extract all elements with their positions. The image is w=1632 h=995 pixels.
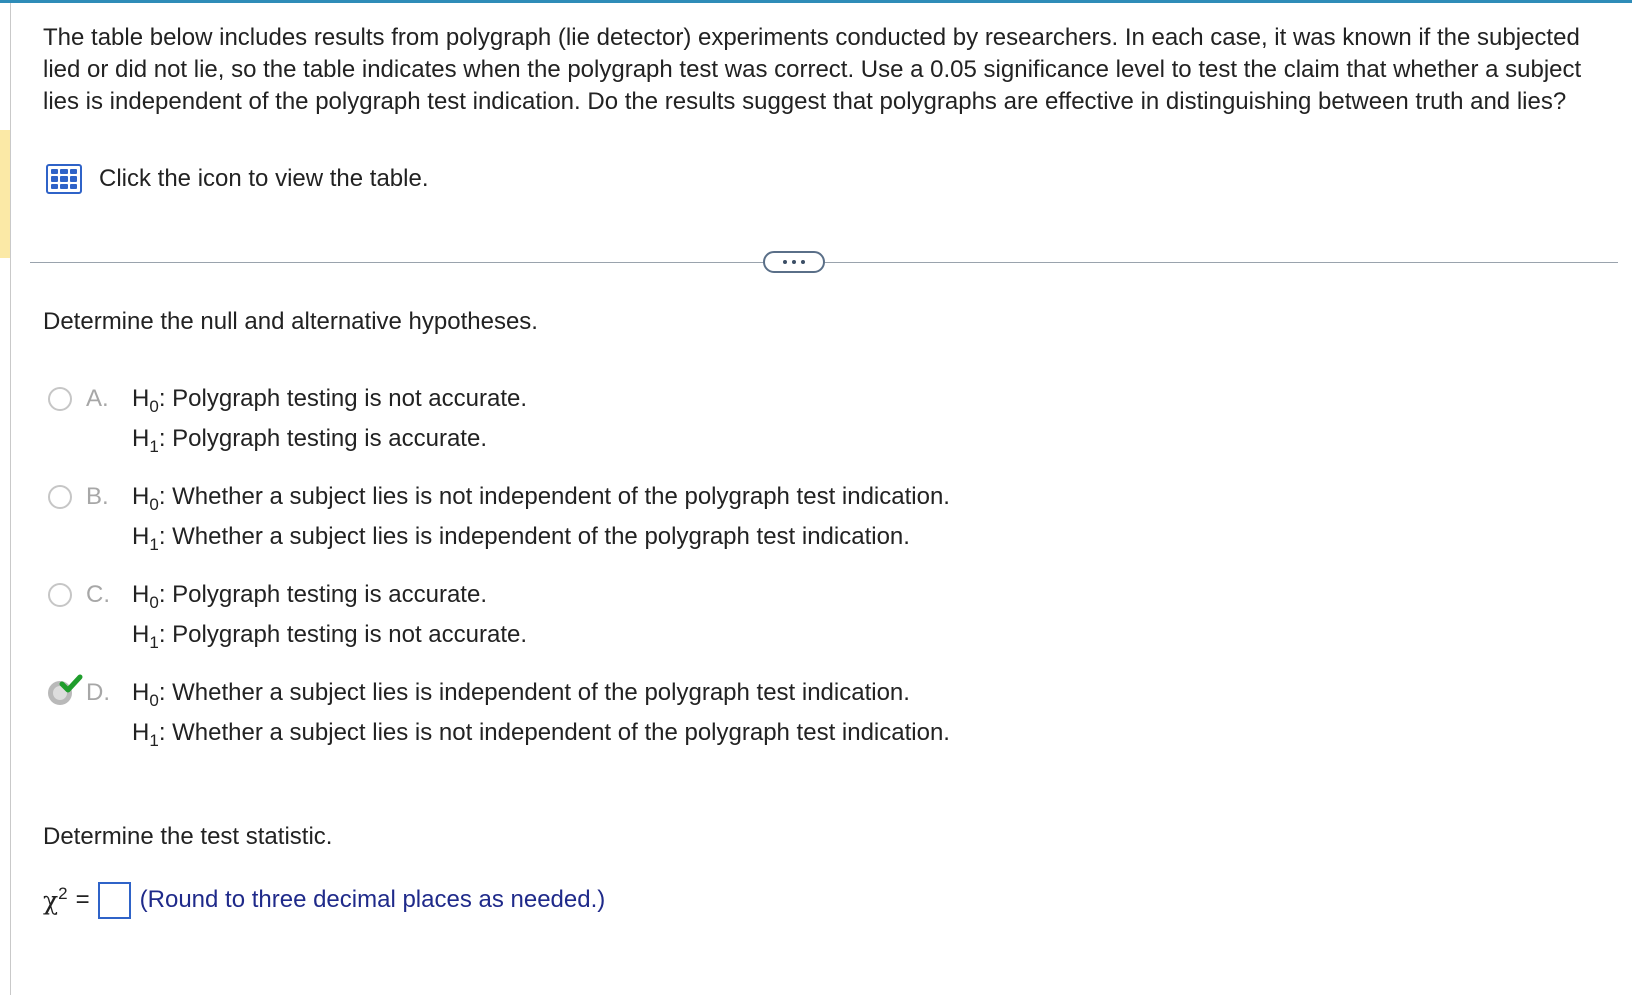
chi-square-answer-input[interactable] (98, 882, 131, 919)
table-icon[interactable] (46, 164, 82, 194)
option-a-letter: A. (86, 385, 109, 412)
top-accent-rule (0, 0, 1632, 3)
left-highlight-bar (0, 130, 10, 258)
option-c-radio[interactable] (48, 583, 72, 607)
correct-checkmark-icon (60, 675, 82, 693)
option-a-h1: $H_1$: Polygraph testing is accurate. (132, 425, 487, 456)
hypotheses-prompt: Determine the null and alternative hypotheses. (43, 308, 538, 335)
option-d-letter: D. (86, 679, 110, 706)
option-b-h0: $H_0$: Whether a subject lies is not independent of the polygraph test indication. (132, 483, 950, 514)
option-b-h1: $H_1$: Whether a subject lies is independent of the polygraph test indication. (132, 523, 910, 554)
left-border-rule (10, 3, 11, 995)
option-d-h0: $H_0$: Whether a subject lies is independent of the polygraph test indication. (132, 679, 910, 710)
option-a-radio[interactable] (48, 387, 72, 411)
view-table-link[interactable] (46, 164, 429, 194)
more-options-button[interactable] (763, 251, 825, 273)
view-table-label: Click the icon to view the table. (99, 165, 429, 192)
option-a-h0: $H_0$: Polygraph testing is not accurate. (132, 385, 528, 416)
test-statistic-prompt: Determine the test statistic. (43, 823, 333, 850)
option-b-letter: B. (86, 483, 109, 510)
question-text: The table below includes results from polygraph (lie detector) experiments conducted by researchers. In each case, it was known if the subjected lied or did not lie, so the table indicates when the polygraph test was correct. Use a 0.05 significance level to test the claim that whether a subject lies is independent of the polygraph test indication. Do the results suggest that polygraphs are effective in distinguishing between truth and lies? (43, 24, 1582, 115)
option-c-h1: $H_1$: Polygraph testing is not accurate. (132, 621, 528, 652)
equals-sign: = (75, 886, 90, 913)
chi-square-symbol: $\chi^2$ (43, 883, 68, 915)
test-statistic-row (43, 880, 605, 920)
option-c-letter: C. (86, 581, 110, 608)
option-d-h1: $H_1$: Whether a subject lies is not independent of the polygraph test indication. (132, 719, 950, 750)
ellipsis-icon (783, 260, 787, 264)
option-b-radio[interactable] (48, 485, 72, 509)
rounding-hint: (Round to three decimal places as needed.) (139, 886, 606, 913)
option-c-h0: $H_0$: Polygraph testing is accurate. (132, 581, 487, 612)
